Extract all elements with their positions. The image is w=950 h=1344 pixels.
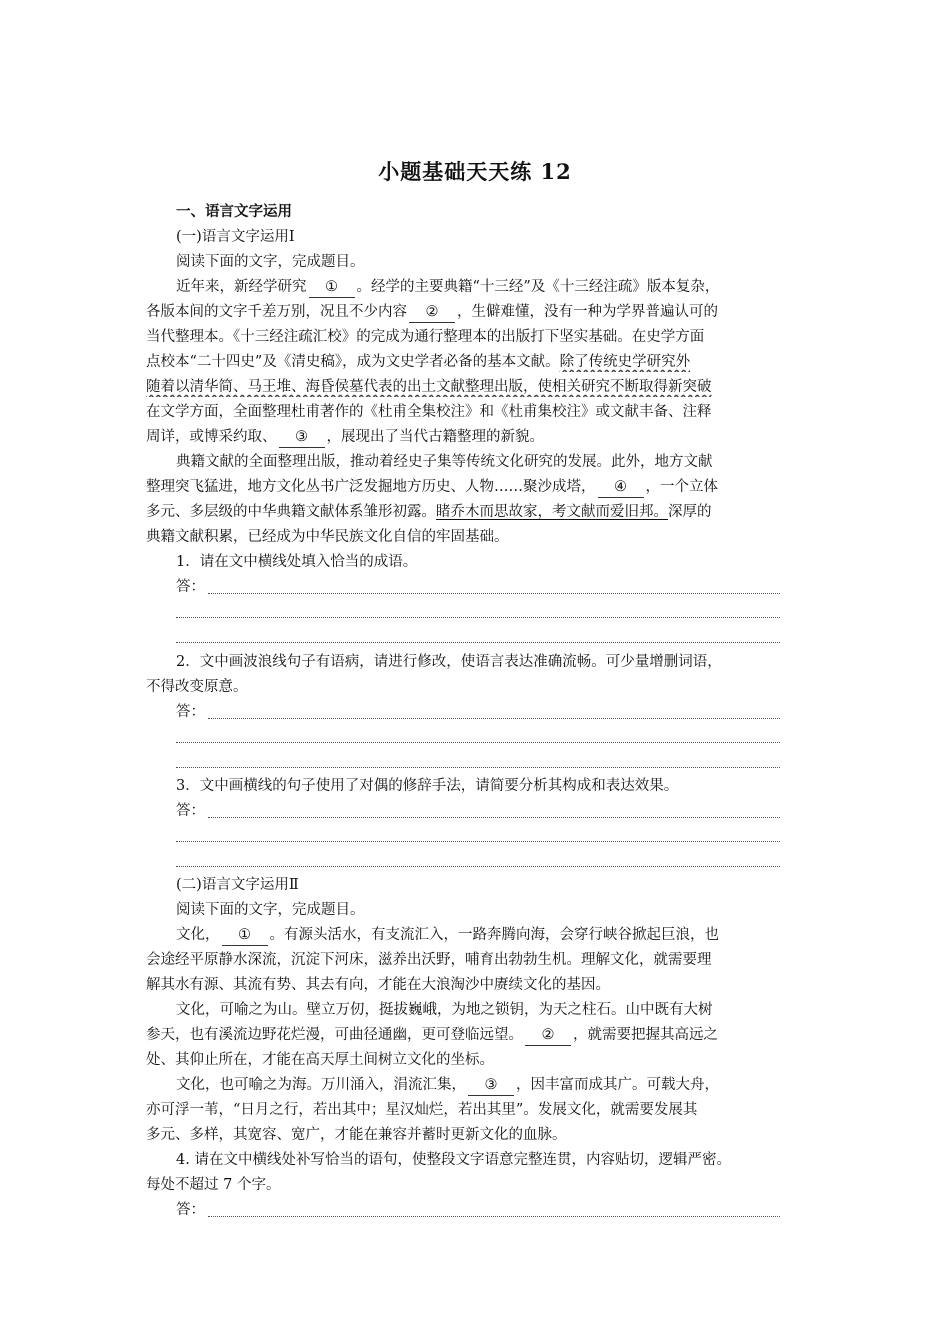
passage1-line: 周详，或博采约取、 ③ ，展现出了当代古籍整理的新貌。	[146, 427, 808, 448]
passage2-line: 典籍文献积累，已经成为中华民族文化自信的牢固基础。	[146, 529, 509, 545]
passage2-line: 整理突飞猛进，地方文化丛书广泛发掘地方历史、人物……聚沙成塔， ④ ，一个立体	[146, 477, 808, 498]
passage3-line: 文化， ① 。有源头活水，有支流汇入，一路奔腾向海，会穿行峡谷掀起巨浪，也	[176, 925, 808, 946]
answer-line[interactable]	[208, 718, 780, 719]
subsection-heading-2: (二)语言文字运用Ⅱ	[176, 877, 299, 893]
answer-line[interactable]	[176, 767, 780, 768]
question-3: 3．文中画横线的句子使用了对偶的修辞手法，请简要分析其构成和表达效果。	[176, 778, 679, 794]
question-4: 4. 请在文中横线处补写恰当的语句，使整段文字语意完整连贯，内容贴切，逻辑严密。	[176, 1152, 731, 1168]
passage5-line: 文化，也可喻之为海。万川涌入，涓流汇集， ③ ，因丰富而成其广。可载大舟，	[176, 1075, 808, 1096]
page-title: 小题基础天天练 12	[378, 159, 572, 184]
passage1-line: 近年来，新经学研究 ① 。经学的主要典籍“十三经”及《十三经注疏》版本复杂，	[176, 277, 808, 298]
section-heading: 一、语言文字运用	[176, 203, 292, 220]
answer-line[interactable]	[208, 1216, 780, 1217]
answer-line[interactable]	[176, 742, 780, 743]
question-2-continued: 不得改变原意。	[146, 679, 248, 695]
answer-line[interactable]	[208, 593, 780, 594]
answer-line[interactable]	[176, 642, 780, 643]
passage1-line	[146, 377, 808, 397]
blank-4: ④	[598, 477, 644, 498]
passage1-line: 在文学方面，全面整理杜甫著作的《杜甫全集校注》和《杜甫集校注》或文献丰备、注释	[146, 404, 712, 420]
answer-line[interactable]	[176, 866, 780, 867]
answer-label: 答：	[176, 1202, 205, 1218]
answer-line[interactable]	[176, 617, 780, 618]
blank-1: ①	[309, 277, 355, 298]
answer-line[interactable]	[176, 841, 780, 842]
reading-instruction: 阅读下面的文字，完成题目。	[176, 254, 365, 270]
passage2-line: 多元、多层级的中华典籍文献体系雏形初露。睹乔木而思故家，考文献而爱旧邦。深厚的	[146, 504, 712, 520]
question-1: 1．请在文中横线处填入恰当的成语。	[176, 554, 418, 570]
passage3-line: 会途经平原静水深流，沉淀下河床，滋养出沃野，哺育出勃勃生机。理解文化，就需要理	[146, 952, 712, 968]
passage4-line: 文化，可喻之为山。壁立万仞，挺拔巍峨，为地之锁钥，为天之柱石。山中既有大树	[176, 1002, 713, 1018]
passage1-line: 当代整理本。《十三经注疏汇校》的完成为通行整理本的出版打下坚实基础。在史学方面	[146, 329, 705, 345]
passage3-line: 解其水有源、其流有势、其去有向，才能在大浪淘沙中赓续文化的基因。	[146, 977, 610, 993]
question-4-continued: 每处不超过 7 个字。	[146, 1177, 281, 1193]
underlined-sentence: 睹乔木而思故家，考文献而爱旧邦。	[436, 504, 668, 520]
blank-1: ①	[222, 925, 268, 946]
passage5-line: 多元、多样，其宽容、宽广，才能在兼容并蓄时更新文化的血脉。	[146, 1127, 567, 1143]
reading-instruction: 阅读下面的文字，完成题目。	[176, 902, 365, 918]
answer-line[interactable]	[208, 817, 780, 818]
blank-3: ③	[279, 427, 325, 448]
answer-label: 答：	[176, 704, 205, 720]
wavy-underlined-sentence: 随着以清华简、马王堆、海昏侯墓代表的出土文献整理出版，使相关研究不断取得新突破	[146, 379, 712, 395]
passage2-line: 典籍文献的全面整理出版，推动着经史子集等传统文化研究的发展。此外，地方文献	[176, 454, 713, 470]
passage4-line: 参天，也有溪流边野花烂漫，可曲径通幽，更可登临远望。 ② ，就需要把握其高远之	[146, 1025, 808, 1046]
blank-2: ②	[409, 302, 455, 323]
blank-3: ③	[468, 1075, 514, 1096]
wavy-underlined-sentence: 除了传统史学研究外	[559, 354, 691, 370]
subsection-heading-1: (一)语言文字运用Ⅰ	[176, 229, 295, 245]
blank-2: ②	[525, 1025, 571, 1046]
answer-label: 答：	[176, 803, 205, 819]
answer-label: 答：	[176, 579, 205, 595]
passage1-line: 各版本间的文字千差万别，况且不少内容 ② ，生僻难懂，没有一种为学界普遍认可的	[146, 302, 808, 323]
passage5-line: 亦可浮一苇，“日月之行，若出其中；星汉灿烂，若出其里”。发展文化，就需要发展其	[146, 1102, 698, 1118]
passage4-line: 处、其仰止所在，才能在高天厚土间树立文化的坐标。	[146, 1052, 494, 1068]
question-2: 2．文中画波浪线句子有语病，请进行修改，使语言表达准确流畅。可少量增删词语，	[176, 654, 722, 670]
passage1-line: 点校本“二十四史”及《清史稿》，成为文史学者必备的基本文献。除了传统史学研究外	[146, 354, 691, 370]
